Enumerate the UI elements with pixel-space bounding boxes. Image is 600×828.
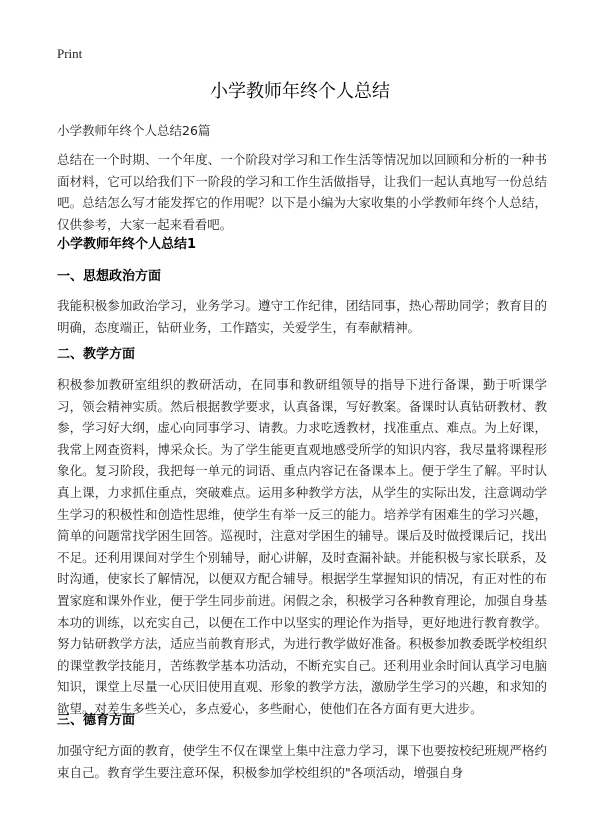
heading-political: 一、思想政治方面	[57, 269, 162, 284]
paragraph-political: 我能积极参加政治学习，业务学习。遵守工作纪律，团结同事，热心帮助同学；教育目的明确，态度端正，钻研业务，工作踏实，关爱学生，有奉献精神。	[57, 298, 547, 335]
document-subtitle: 小学教师年终个人总结26篇	[57, 123, 211, 138]
print-link[interactable]: Print	[57, 46, 83, 61]
heading-moral: 三、德育方面	[57, 713, 136, 728]
section-title: 小学教师年终个人总结1	[57, 237, 197, 252]
paragraph-teaching: 积极参加教研室组织的教研活动，在同事和教研组领导的指导下进行备课，勤于听课学习，领会精神实质。然后根据教学要求，认真备课，写好教案。备课时认真钻研教材、教参，学习好大纲，虚心向同事学习、请教。力求吃透教材，找准重点、难点。为上好课，我常上网查资料，博采众长。为了学生能更直观地感受所学的知识内容，我尽量将课程形象化。复习阶段，我把每一单元的词语、重点内容记在备课本上。便于学生了解。平时认真上课，力求抓住重点，突破难点。运用多种教学方法，从学生的实际出发，注意调动学生学习的积极性和创造性思维，使学生有举一反三的能力。培养学有困难生的学习兴趣，简单的问题常找学困生回答。巡视时，注意对学困生的辅导。课后及时做授课后记，找出不足。还利用课间对学生个别辅导，耐心讲解，及时查漏补缺。并能积极与家长联系，及时沟通，使家长了解情况，以便双方配合辅导。根据学生掌握知识的情况，有正对性的布置家庭和课外作业，便于学生同步前进。闲假之余，积极学习各种教育理论，加强自身基本功的训练，以充实自己，以便在工作中以坚实的理论作为指导，更好地进行教育教学。努力钻研教学方法，适应当前教育形式，为进行教学做好准备。积极参加教委既学校组织的课堂教学技能月，苦练教学基本功活动，不断充实自己。还利用业余时间认真学习电脑知识，课堂上尽量一心厌旧使用直观、形象的教学方法，激励学生学习的兴趣，和求知的欲望。对差生多些关心，多点爱心，多些耐心，使他们在各方面有更大进步。	[57, 377, 547, 716]
intro-paragraph: 总结在一个时期、一个年度、一个阶段对学习和工作生活等情况加以回顾和分析的一种书面材料，它可以给我们下一阶段的学习和工作生活做指导，让我们一起认真地写一份总结吧。总结怎么写才能发挥它的作用呢？以下是小编为大家收集的小学教师年终个人总结，仅供参考，大家一起来看看吧。	[57, 152, 547, 232]
paragraph-moral: 加强守纪方面的教育，使学生不仅在课堂上集中注意力学习，课下也要按校纪班规严格约束自己。教育学生要注意环保，积极参加学校组织的"各项活动，增强自身	[57, 743, 547, 780]
heading-teaching: 二、教学方面	[57, 347, 136, 362]
page-title: 小学教师年终个人总结	[210, 81, 390, 102]
